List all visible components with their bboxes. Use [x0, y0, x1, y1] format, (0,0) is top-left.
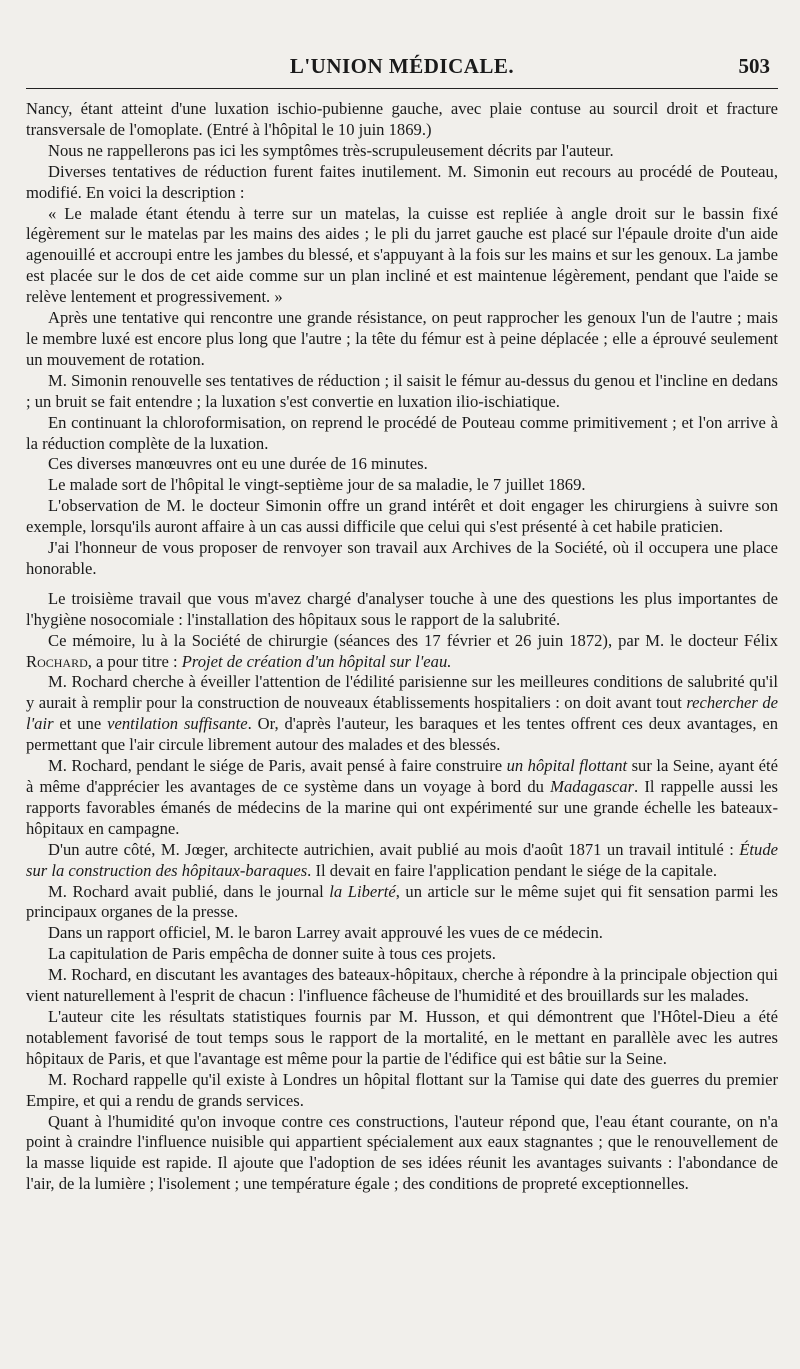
work-title: Projet de création d'un hôpital sur l'eau. — [181, 651, 452, 671]
running-title: L'UNION MÉDICALE. — [289, 54, 515, 78]
paragraph: M. Rochard rappelle qu'il existe à Londres un hôpital flottant sur la Tamise qui date des guerres du premier Empire, et qui a rendu de grands services. — [26, 1069, 778, 1110]
author-name: Rochard — [26, 651, 88, 671]
text-run: , un article sur le même sujet qui fit sensation parmi les principaux organes de la presse. — [26, 881, 778, 922]
paragraph — [26, 756, 778, 840]
paragraph: Nous ne rappellerons pas ici les symptômes très-scrupuleusement décrits par l'auteur. — [48, 140, 614, 160]
paragraph: L'auteur cite les résultats statistiques fournis par M. Husson, et qui démontrent que l'Hôtel-Dieu a été notablement favorisé de tout temps sous le rapport de la mortalité, en le mettant en parallèle avec les autres hôpitaux de Paris, et que l'avantage est même pour la partie de l'édifice qui est bâtie sur la Seine. — [26, 1006, 778, 1068]
paragraph — [26, 840, 778, 882]
ship-name: Madagascar — [550, 777, 635, 796]
paragraph: Le malade sort de l'hôpital le vingt-septième jour de sa maladie, le 7 juillet 1869. — [48, 475, 586, 495]
paragraph — [26, 631, 778, 673]
work-title: Étude sur la construction des hôpitaux-baraques — [26, 839, 778, 880]
text-run: M. Rochard avait publié, dans le journal — [48, 881, 330, 901]
paragraph: Dans un rapport officiel, M. le baron Larrey avait approuvé les vues de ce médecin. — [48, 923, 603, 943]
text-run: , a pour titre : — [87, 651, 182, 671]
paragraph: Après une tentative qui rencontre une grande résistance, on peut rapprocher les genoux l'un de l'autre ; mais le membre luxé est encore plus long que l'autre ; la tête du fémur est à peine déplacée ; elle a éprouvé seulement un mouvement de rotation. — [26, 308, 778, 369]
emphasis: ventilation suffisante — [107, 714, 248, 734]
text-run: . Or, d'après l'auteur, les baraques et les tentes offrent ces deux avantages, en permettant que l'air circule librement autour des malades et des blessés. — [26, 714, 779, 755]
section-opening-paragraph: Le troisième travail que vous m'avez chargé d'analyser touche à une des questions les plus importantes de l'hygiène nosocomiale : l'installation des hôpitaux sous le rapport de la salubrité. — [26, 588, 778, 629]
text-run: D'un autre côté, M. Jœger, architecte autrichien, avait publié au mois d'août 1871 un travail intitulé : — [48, 839, 740, 859]
page-header — [26, 52, 778, 89]
paragraph: La capitulation de Paris empêcha de donner suite à tous ces projets. — [48, 944, 496, 964]
emphasis: rechercher de l'air — [26, 693, 778, 734]
journal-title: la Liberté — [329, 881, 396, 901]
paragraph: Ces diverses manœuvres ont eu une durée de 16 minutes. — [48, 454, 428, 474]
paragraph: J'ai l'honneur de vous proposer de renvoyer son travail aux Archives de la Société, où il occupera une place honorable. — [26, 538, 778, 578]
paragraph: En continuant la chloroformisation, on reprend le procédé de Pouteau comme primitivement ; et l'on arrive à la réduction complète de la luxation. — [26, 412, 778, 453]
text-run: . Il rappelle aussi les rapports favorables émanés de médecins de la marine qui ont expérimenté sur une grande échelle les bateaux-hôpitaux en campagne. — [26, 777, 779, 838]
text-run: Ce mémoire, lu à la Société de chirurgie (séances des 17 février et 26 juin 1872), par M. le docteur Félix — [48, 630, 778, 650]
paragraph: Quant à l'humidité qu'on invoque contre ces constructions, l'auteur répond que, l'eau étant courante, on n'a point à craindre l'influence nuisible qui appartient spécialement aux eaux stagnantes ; que le renouvellement de la masse liquide est rapide. Il ajoute que l'adoption de ses idées réunit les avantages suivants : l'abondance de l'air, de la lumière ; l'isolement ; une température égale ; des conditions de propreté exceptionnelles. — [26, 1111, 778, 1194]
quotation-paragraph: « Le malade étant étendu à terre sur un matelas, la cuisse est repliée à angle droit sur le bassin fixé légèrement sur le matelas par les mains des aides ; le pli du jarret gauche est placé sur l'épaule droite d'un aide agenouillé et accroupi entre les jambes du blessé, et s'appuyant à la fois sur les mains et sur les genoux. La jambe est placée sur le dos de cet aide comme sur un plan incliné et est maintenue légèrement, pendant que l'aide se relève lentement et progressivement. » — [26, 203, 778, 307]
paragraph: L'observation de M. le docteur Simonin offre un grand intérêt et doit engager les chirurgiens à suivre son exemple, lorsqu'ils auront affaire à un cas aussi difficile que celui qui s'est présenté à cet habile praticien. — [26, 496, 778, 537]
body-text — [26, 99, 778, 1195]
paragraph — [26, 672, 778, 756]
paragraph: Nancy, étant atteint d'une luxation ischio-pubienne gauche, avec plaie contuse au sourcil droit et fracture transversale de l'omoplate. (Entré à l'hôpital le 10 juin 1869.) — [26, 99, 778, 139]
paragraph: Diverses tentatives de réduction furent faites inutilement. M. Simonin eut recours au procédé de Pouteau, modifié. En voici la description : — [26, 161, 778, 202]
paragraph: M. Rochard, en discutant les avantages des bateaux-hôpitaux, cherche à répondre à la principale objection qui vient naturellement à l'esprit de chacun : l'influence fâcheuse de l'humidité et des brouillards sur les malades. — [26, 965, 778, 1006]
text-run: M. Rochard, pendant le siége de Paris, avait pensé à faire construire — [48, 756, 507, 776]
text-run: . Il devait en faire l'application pendant le siége de la capitale. — [307, 860, 717, 880]
text-run: sur la Seine, ayant été à même d'apprécier les avantages de ce système dans un voyage à bord du — [26, 756, 779, 796]
page-number: 503 — [738, 54, 770, 78]
paragraph: M. Simonin renouvelle ses tentatives de réduction ; il saisit le fémur au-dessus du genou et l'incline en dedans ; un bruit se fait entendre ; la luxation s'est convertie en luxation ilio-ischiatique. — [26, 370, 778, 411]
text-run: et une — [53, 714, 108, 734]
emphasis: un hôpital flottant — [506, 756, 628, 776]
paragraph — [26, 882, 778, 924]
text-run: M. Rochard cherche à éveiller l'attention de l'édilité parisienne sur les meilleures conditions de salubrité qu'il y aurait à remplir pour la construction de nouveaux établissements hospitaliers : on doit avant tout — [26, 672, 778, 713]
